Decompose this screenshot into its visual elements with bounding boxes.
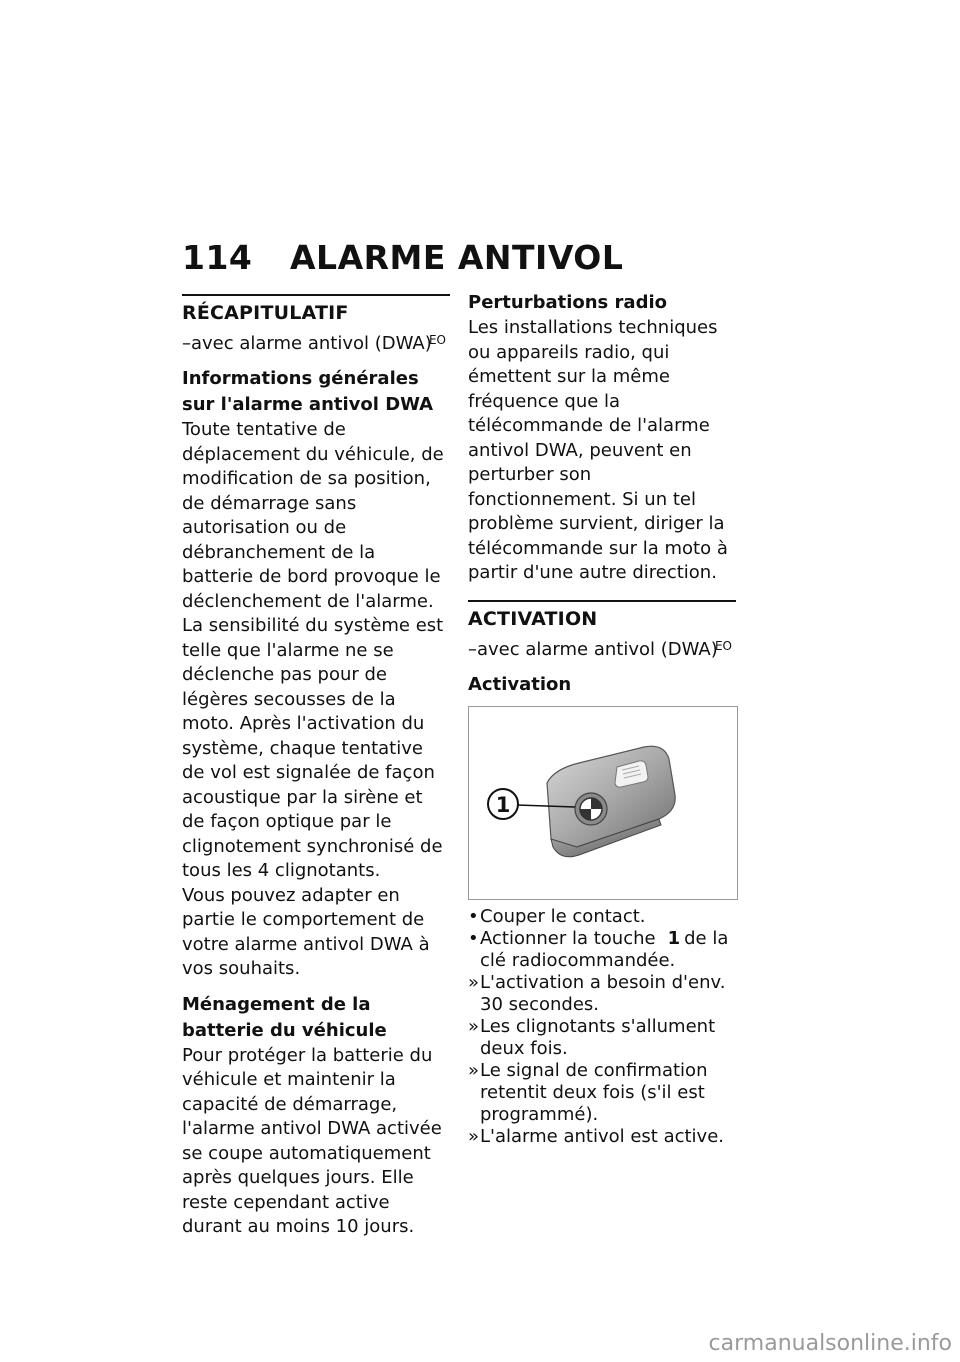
subheading-activation: Activation (468, 673, 572, 695)
section-rule (182, 294, 450, 296)
condition-superscript: EO (428, 333, 446, 347)
paragraph-radio: Les installations techniques ou appareils radio, qui émettent sur la même fréquence que la télécommande de l'alarme antivol DWA, peuvent en perturber son fonctionnement. Si un tel problème survient, diriger la télécommande sur la moto à partir d'une autre direction. (468, 317, 728, 583)
section-title-recap: RÉCAPITULATIF (182, 302, 349, 324)
remote-key-illustration (469, 707, 737, 899)
list-item: » L'alarme antivol est active. (468, 1125, 725, 1147)
callout-number: 1 (495, 792, 511, 817)
condition-text: –avec alarme antivol (DWA) (468, 638, 718, 660)
list-item: » Le signal de confirmation retentit deux fois (s'il est programmé). (468, 1059, 708, 1125)
paragraph-adapt: Vous pouvez adapter en partie le comportement de votre alarme antivol DWA à vos souhaits. (182, 884, 430, 979)
condition-superscript: EO (714, 638, 732, 653)
right-column (468, 290, 736, 1148)
left-column (182, 290, 450, 1250)
page-number: 114 (182, 238, 253, 277)
activation-steps (468, 906, 736, 1148)
paragraph-general-info: Toute tentative de déplacement du véhicule, de modification de sa position, de démarrage sans autorisation ou de débranchement de la batterie de bord provoque le déclenchement de l'alarme. La sensibilité du système est telle que l'alarme ne se déclenche pas pour de légères secousses de la moto. Après l'activation du système, chaque tentative de vol est signalée de façon acoustique par la sirène et de façon optique par le clignotement synchronisé de tous les 4 clignotants. (182, 419, 444, 881)
subheading-general-info: Informations générales sur l'alarme antivol DWA (182, 368, 434, 415)
paragraph-battery: Pour protéger la batterie du véhicule et maintenir la capacité de démarrage, l'alarme antivol DWA activée se coupe automatiquement après quelques jours. Elle reste cependant active durant au moins 10 jours. (182, 1044, 442, 1237)
list-item: » Les clignotants s'allument deux fois. (468, 1015, 716, 1059)
list-item: » L'activation a besoin d'env. 30 secondes. (468, 971, 726, 1015)
key-reference: 1 (667, 927, 681, 949)
remote-key-figure (468, 706, 738, 900)
equipment-condition (468, 636, 736, 664)
list-item: • Actionner la touche 1 de la clé radiocommandée. (468, 927, 729, 971)
subheading-radio: Perturbations radio (468, 292, 667, 313)
chapter-title: ALARME ANTIVOL (290, 238, 624, 277)
section-title-activation: ACTIVATION (468, 607, 598, 630)
list-item: • Couper le contact. (468, 905, 646, 927)
page-header (182, 238, 623, 277)
equipment-condition (182, 330, 450, 358)
section-rule (468, 600, 736, 602)
condition-text: –avec alarme antivol (DWA) (182, 333, 432, 354)
watermark-link[interactable]: carmanualsonline.info (708, 1331, 952, 1356)
subheading-battery: Ménagement de la batterie du véhicule (182, 993, 387, 1041)
